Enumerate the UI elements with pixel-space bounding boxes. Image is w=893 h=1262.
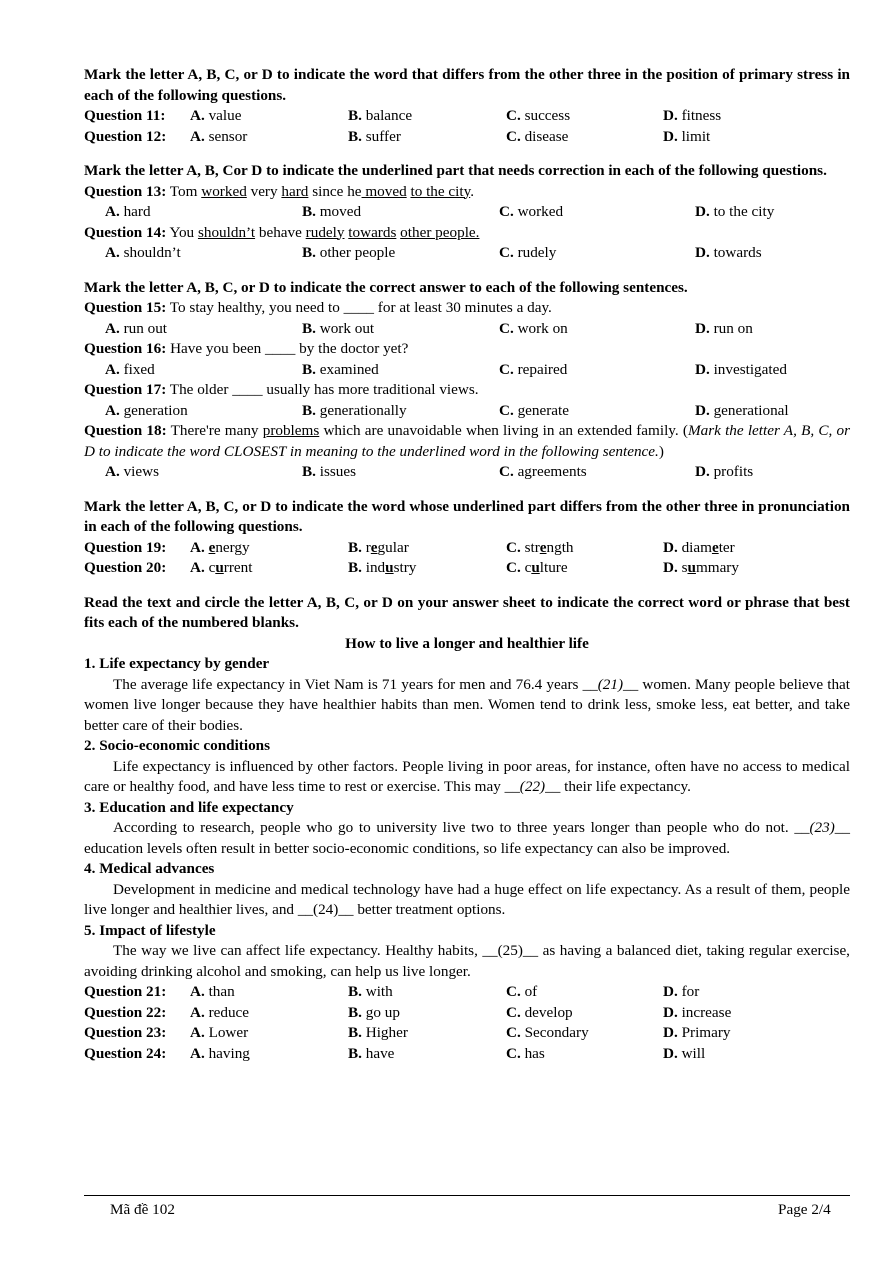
section-instruction: Mark the letter A, B, Cor D to indicate the underlined part that needs correction in each of the following questions. <box>84 162 827 179</box>
option-b: generationally <box>319 401 407 419</box>
option-letter: B. <box>302 319 316 337</box>
option-letter: A. <box>190 1003 205 1021</box>
option-letter: B. <box>348 983 362 1000</box>
option-letter: D. <box>663 1044 678 1062</box>
passage-title: How to live a longer and healthier life <box>345 634 589 652</box>
option-d: increase <box>681 1003 732 1021</box>
option-letter: A. <box>105 360 120 378</box>
question-14 <box>84 223 850 244</box>
option-b: go up <box>365 1003 400 1021</box>
passage-paragraph: Development in medicine and medical technology have had a huge effect on life expectancy. As a result of them, people live longer and healthier lives, and __(24)__ better treatment options. <box>84 880 850 918</box>
underlined-word: problems <box>262 422 320 439</box>
option-a: generation <box>123 401 188 419</box>
option-letter: D. <box>663 559 678 576</box>
option-d: generational <box>713 401 789 419</box>
option-letter: B. <box>302 360 316 378</box>
question-text: ) <box>658 442 664 460</box>
passage-heading: 3. Education and life expectancy <box>84 798 294 816</box>
option-a: run out <box>123 319 168 337</box>
option-letter: C. <box>499 360 514 378</box>
option-c: repaired <box>517 360 568 378</box>
option-a: Lower <box>208 1024 249 1041</box>
option-letter: C. <box>506 127 521 145</box>
question-text: Have you been ____ by the doctor yet? <box>166 340 409 357</box>
option-letter: B. <box>348 1044 362 1062</box>
option-c: has <box>524 1044 545 1062</box>
option-a: value <box>208 107 242 124</box>
option-a: views <box>123 463 159 480</box>
underlined-part: hard <box>281 182 309 200</box>
question-19 <box>84 538 850 559</box>
question-label: Question 12: <box>84 127 167 145</box>
passage-paragraph: According to research, people who go to university live two to three years longer than people who do not. __(23)__ education levels often result in better socio-economic conditions, so life expectancy can also be improved. <box>84 819 850 857</box>
option-letter: C. <box>499 203 514 220</box>
option-letter: A. <box>105 319 120 337</box>
option-letter: C. <box>499 319 514 337</box>
question-label: Question 19: <box>84 538 167 556</box>
section-instruction: Read the text and circle the letter A, B, C, or D on your answer sheet to indicate the correct word or phrase that best fits each of the numbered blanks. <box>84 593 850 631</box>
option-c: culture <box>524 559 568 576</box>
section-error-correction <box>84 161 850 264</box>
question-text: since he <box>308 182 362 200</box>
option-c: disease <box>524 127 569 145</box>
option-letter: D. <box>663 1003 678 1021</box>
question-18 <box>84 421 850 462</box>
option-letter: A. <box>190 559 205 576</box>
question-13 <box>84 182 850 203</box>
option-letter: D. <box>695 463 710 480</box>
option-c: rudely <box>517 244 557 261</box>
option-d: to the city <box>713 203 775 220</box>
options-14 <box>84 243 850 264</box>
question-label: Question 24: <box>84 1044 167 1062</box>
passage-paragraph: The average life expectancy in Viet Nam is 71 years for men and 76.4 years __(21)__ women. Many people believe that women live longer because they have healthier habits than men. Women tend to drink less, smoke less, eat better, and take better care of their bodies. <box>84 675 851 734</box>
underlined-part: worked <box>201 182 247 200</box>
option-a: reduce <box>208 1003 250 1021</box>
section-reading <box>84 593 850 1065</box>
option-letter: C. <box>499 401 514 419</box>
section-stress <box>84 65 850 147</box>
option-d: diameter <box>681 538 735 556</box>
question-20 <box>84 558 850 579</box>
option-letter: B. <box>348 127 362 145</box>
option-c: of <box>524 983 538 1000</box>
underlined-part: rudely <box>305 223 345 241</box>
option-d: for <box>681 983 700 1000</box>
question-label: Question 11: <box>84 107 166 124</box>
underlined-part: to the city <box>410 182 471 200</box>
option-c: develop <box>524 1003 573 1021</box>
option-letter: C. <box>506 1044 521 1062</box>
passage-heading: 5. Impact of lifestyle <box>84 921 216 939</box>
option-letter: A. <box>190 127 205 145</box>
option-letter: A. <box>190 983 205 1000</box>
option-d: run on <box>713 319 753 337</box>
option-d: profits <box>713 463 754 480</box>
underlined-part: moved <box>361 182 407 200</box>
option-letter: D. <box>695 319 710 337</box>
option-letter: D. <box>695 203 710 220</box>
underlined-part: towards <box>348 223 397 241</box>
underlined-part: other people. <box>400 223 480 241</box>
question-note: Mark the letter A, B, C, or D to indicate the word CLOSEST in meaning to the underlined word in the following sentence. <box>84 422 850 460</box>
question-22 <box>84 1003 850 1024</box>
option-letter: B. <box>302 244 316 261</box>
option-d: summary <box>681 559 739 576</box>
option-a: energy <box>208 538 250 556</box>
question-label: Question 21: <box>84 983 167 1000</box>
option-letter: D. <box>663 107 678 124</box>
blank-23: __(23)__ <box>794 819 850 836</box>
section-instruction: Mark the letter A, B, C, or D to indicate the word whose underlined part differs from the other three in pronunciation in each of the following questions. <box>84 497 850 535</box>
passage-paragraph: The way we live can affect life expectancy. Healthy habits, __(25)__ as having a balanced diet, taking regular exercise, avoiding drinking alcohol and smoking, can help us live longer. <box>84 942 850 980</box>
option-letter: A. <box>190 1044 205 1062</box>
question-17 <box>84 380 850 401</box>
option-c: strength <box>524 538 574 556</box>
question-label: Question 17: <box>84 381 167 398</box>
question-text: There're many <box>166 422 263 439</box>
option-letter: C. <box>506 1024 521 1041</box>
question-label: Question 14: <box>84 223 167 241</box>
question-text: The older ____ usually has more traditional views. <box>166 381 479 398</box>
option-letter: D. <box>663 538 678 556</box>
option-b: with <box>365 983 393 1000</box>
option-letter: B. <box>348 559 362 576</box>
option-c: Secondary <box>524 1024 589 1041</box>
question-text: You <box>166 223 198 241</box>
option-letter: C. <box>506 983 521 1000</box>
option-a: current <box>208 559 253 576</box>
passage-heading: 1. Life expectancy by gender <box>84 655 270 672</box>
exam-code: Mã đề 102 <box>110 1201 175 1218</box>
passage-heading: 2. Socio-economic conditions <box>84 737 271 754</box>
underlined-part: shouldn’t <box>197 223 256 241</box>
option-d: investigated <box>713 360 787 378</box>
option-b: examined <box>319 360 379 378</box>
option-b: other people <box>319 244 396 261</box>
option-letter: D. <box>663 1024 678 1041</box>
question-text: Tom <box>166 182 202 200</box>
option-c: generate <box>517 401 569 419</box>
option-letter: C. <box>506 538 521 556</box>
passage-heading: 4. Medical advances <box>84 860 215 877</box>
option-d: will <box>681 1044 706 1062</box>
question-text: which are unavoidable when living in an extended family. ( <box>319 422 688 439</box>
option-letter: D. <box>695 244 710 261</box>
question-12 <box>84 127 850 148</box>
question-16 <box>84 339 850 360</box>
option-letter: C. <box>506 1003 521 1021</box>
passage-paragraph: Life expectancy is influenced by other factors. People living in poor areas, for instance, often have no access to medical care or healthy food, and have less time to rest or exercise. This may __(22)__ their life expectancy. <box>84 757 850 795</box>
option-a: fixed <box>123 360 155 378</box>
option-a: shouldn’t <box>123 244 181 261</box>
option-letter: B. <box>302 203 316 220</box>
question-21 <box>84 982 850 1003</box>
blank-24: __(24)__ <box>297 901 354 918</box>
blank-25: __(25)__ <box>482 942 539 959</box>
question-23 <box>84 1023 850 1044</box>
option-a: hard <box>123 203 151 220</box>
option-b: industry <box>365 559 417 576</box>
options-18 <box>84 462 850 483</box>
option-b: work out <box>319 319 375 337</box>
option-d: fitness <box>681 107 722 124</box>
options-13 <box>84 202 850 223</box>
question-text: To stay healthy, you need to ____ for at least 30 minutes a day. <box>166 299 552 316</box>
option-b: Higher <box>365 1024 408 1041</box>
section-instruction: Mark the letter A, B, C, or D to indicate the correct answer to each of the following sentences. <box>84 278 688 296</box>
blank-22: __(22)__ <box>504 778 561 795</box>
question-24 <box>84 1044 850 1065</box>
option-a: than <box>208 983 235 1000</box>
option-d: towards <box>713 244 762 261</box>
question-label: Question 16: <box>84 340 167 357</box>
option-d: limit <box>681 127 711 145</box>
question-11 <box>84 106 850 127</box>
option-c: work on <box>517 319 568 337</box>
option-letter: B. <box>348 538 362 556</box>
option-letter: B. <box>302 401 316 419</box>
question-label: Question 13: <box>84 182 167 200</box>
options-15 <box>84 319 850 340</box>
question-15 <box>84 298 850 319</box>
exam-page <box>84 65 850 1064</box>
option-b: regular <box>365 538 409 556</box>
question-text: very <box>246 182 282 200</box>
option-letter: A. <box>105 203 120 220</box>
question-label: Question 20: <box>84 559 167 576</box>
option-a: having <box>208 1044 250 1062</box>
option-letter: D. <box>695 401 710 419</box>
question-label: Question 23: <box>84 1024 167 1041</box>
option-letter: A. <box>190 107 205 124</box>
question-text: . <box>470 182 475 200</box>
option-letter: A. <box>105 244 120 261</box>
option-letter: C. <box>499 463 514 480</box>
option-b: suffer <box>365 127 401 145</box>
blank-21: __(21)__ <box>582 675 639 693</box>
options-17 <box>84 401 850 422</box>
option-letter: C. <box>506 559 521 576</box>
section-correct-answer <box>84 278 850 483</box>
option-letter: A. <box>105 463 120 480</box>
option-letter: B. <box>302 463 316 480</box>
option-b: have <box>365 1044 395 1062</box>
option-letter: B. <box>348 107 362 124</box>
option-c: success <box>524 107 571 124</box>
page-number: Page 2/4 <box>778 1201 831 1218</box>
footer-divider <box>84 1195 850 1196</box>
option-letter: A. <box>105 401 120 419</box>
question-text: behave <box>255 223 306 241</box>
option-b: balance <box>365 107 413 124</box>
option-letter: B. <box>348 1003 362 1021</box>
options-16 <box>84 360 850 381</box>
option-d: Primary <box>681 1024 731 1041</box>
option-letter: C. <box>506 107 521 124</box>
option-c: worked <box>517 203 564 220</box>
option-letter: A. <box>190 1024 205 1041</box>
option-b: issues <box>319 463 357 480</box>
option-letter: A. <box>190 538 205 556</box>
option-letter: B. <box>348 1024 362 1041</box>
option-b: moved <box>319 203 362 220</box>
option-letter: C. <box>499 244 514 261</box>
section-instruction: Mark the letter A, B, C, or D to indicate the word that differs from the other three in the position of primary stress in each of the following questions. <box>84 66 850 104</box>
question-label: Question 18: <box>84 422 167 439</box>
option-letter: D. <box>663 983 678 1000</box>
question-label: Question 22: <box>84 1003 167 1021</box>
section-pronunciation <box>84 497 850 579</box>
option-letter: D. <box>695 360 710 378</box>
option-a: sensor <box>208 127 248 145</box>
option-c: agreements <box>517 463 587 480</box>
question-label: Question 15: <box>84 299 167 316</box>
option-letter: D. <box>663 127 678 145</box>
